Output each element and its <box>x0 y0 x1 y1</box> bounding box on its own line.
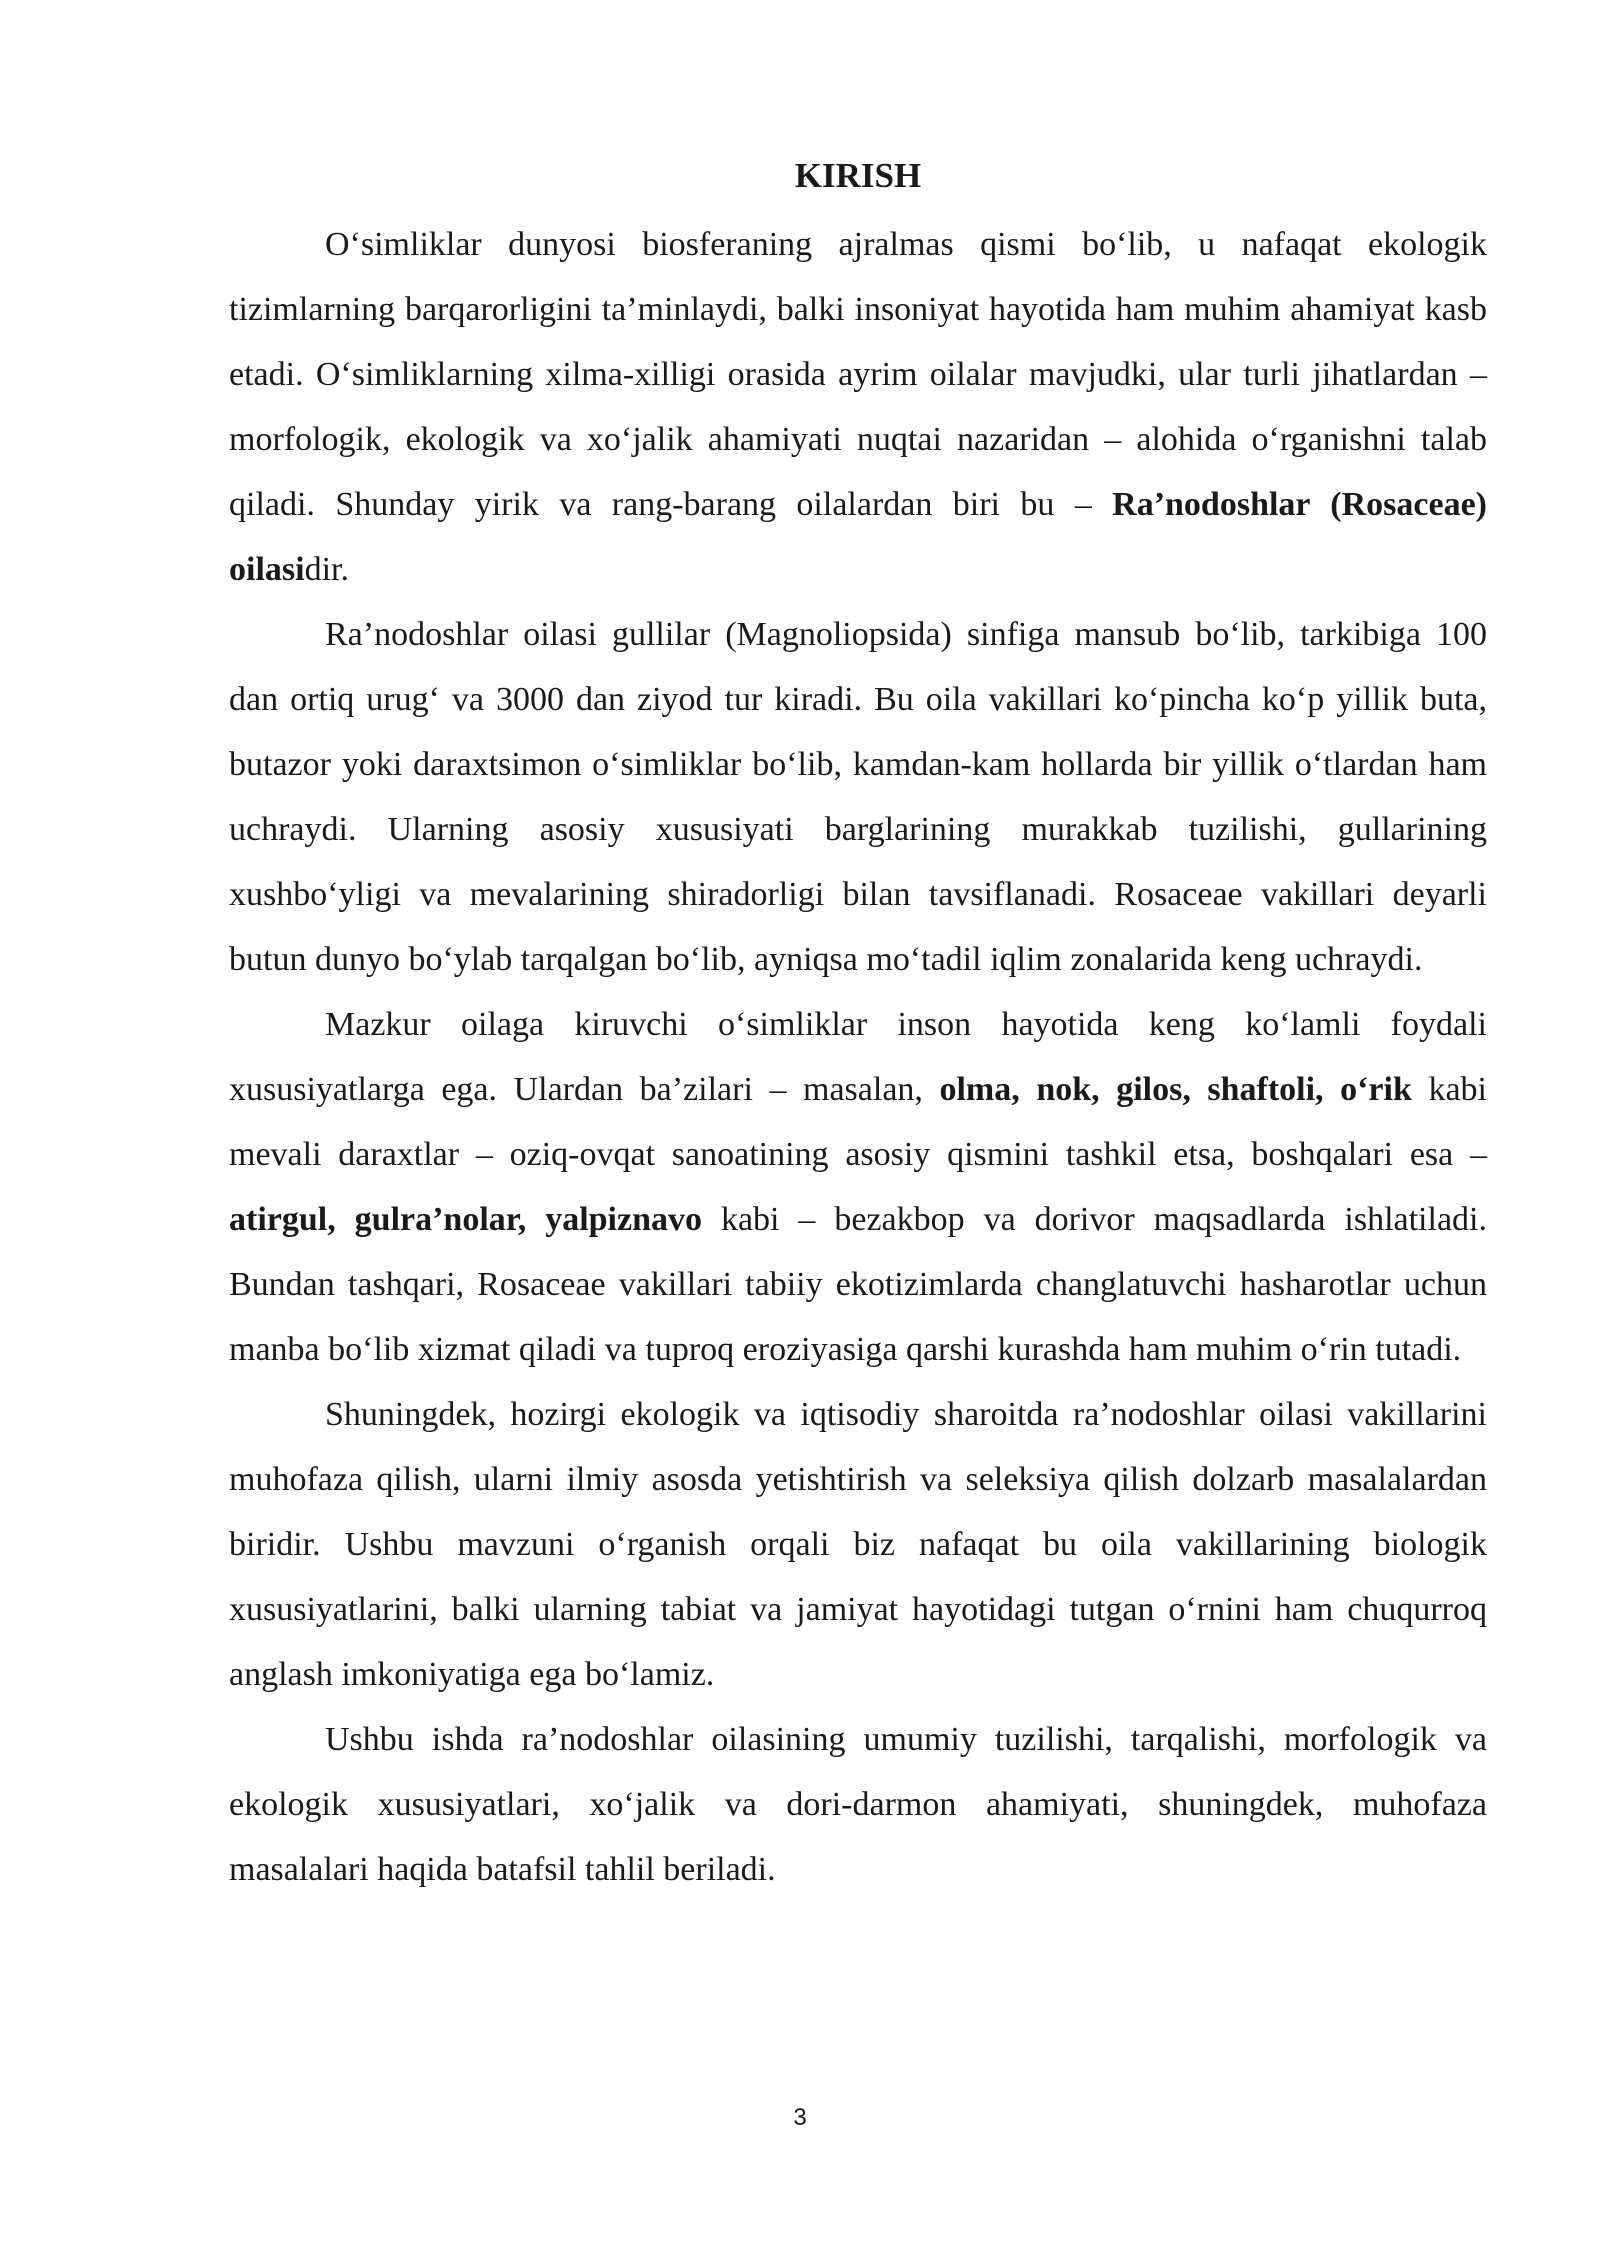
paragraph-3-text: Mazkur oilaga kiruvchi o‘simliklar inson hayotida keng ko‘lamli foydali xususiyatlarga ega. Ulardan ba’zilari – masalan, <box>229 1006 1487 1108</box>
paragraph-1 <box>229 212 1487 602</box>
paragraph-1-suffix: dir. <box>304 551 349 588</box>
paragraph-3-bold-ornamentals: atirgul, gulra’nolar, yalpiznavo <box>229 1201 702 1238</box>
paragraph-4 <box>229 1382 1487 1707</box>
paragraph-5 <box>229 1707 1487 1902</box>
paragraph-5-text: Ushbu ishda ra’nodoshlar oilasining umumiy tuzilishi, tarqalishi, morfologik va ekologik xususiyatlari, xo‘jalik va dori-darmon ahamiyati, shuningdek, muhofaza masalalari haqida batafsil tahlil beriladi. <box>229 1721 1487 1888</box>
page-content <box>229 146 1487 1902</box>
page-title: KIRISH <box>794 156 922 195</box>
paragraph-3-text-end: kabi – bezakbop va dorivor maqsadlarda ishlatiladi. Bundan tashqari, Rosaceae vakillari tabiiy ekotizimlarda changlatuvchi hasharotlar uchun manba bo‘lib xizmat qiladi va tuproq eroziyasiga qarshi kurashda ham muhim o‘rin tutadi. <box>229 1201 1487 1368</box>
page-number: 3 <box>793 2104 807 2131</box>
paragraph-1-text: O‘simliklar dunyosi biosferaning ajralmas qismi bo‘lib, u nafaqat ekologik tizimlarning barqarorligini ta’minlaydi, balki insoniyat hayotida ham muhim ahamiyat kasb etadi. O‘simliklarning xilma-xilligi orasida ayrim oilalar mavjudki, ular turli jihatlardan – morfologik, ekologik va xo‘jalik ahamiyati nuqtai nazaridan – alohida o‘rganishni talab qiladi. Shunday yirik va rang-barang oilalardan biri bu – <box>229 226 1487 523</box>
paragraph-1-bold-term: Ra’nodoshlar (Rosaceae) oilasi <box>229 486 1487 588</box>
paragraph-2-text: Ra’nodoshlar oilasi gullilar (Magnoliopsida) sinfiga mansub bo‘lib, tarkibiga 100 dan ortiq urug‘ va 3000 dan ziyod tur kiradi. Bu oila vakillari ko‘pincha ko‘p yillik buta, butazor yoki daraxtsimon o‘simliklar bo‘lib, kamdan-kam hollarda bir yillik o‘tlardan ham uchraydi. Ularning asosiy xususiyati barglarining murakkab tuzilishi, gullarining xushbo‘yligi va mevalarining shiradorligi bilan tavsiflanadi. Rosaceae vakillari deyarli butun dunyo bo‘ylab tarqalgan bo‘lib, ayniqsa mo‘tadil iqlim zonalarida keng uchraydi. <box>229 616 1487 978</box>
paragraph-4-text: Shuningdek, hozirgi ekologik va iqtisodiy sharoitda ra’nodoshlar oilasi vakillarini muhofaza qilish, ularni ilmiy asosda yetishtirish va seleksiya qilish dolzarb masalalardan biridir. Ushbu mavzuni o‘rganish orqali biz nafaqat bu oila vakillarining biologik xususiyatlarini, balki ularning tabiat va jamiyat hayotidagi tutgan o‘rnini ham chuqurroq anglash imkoniyatiga ega bo‘lamiz. <box>229 1396 1487 1693</box>
paragraph-3 <box>229 992 1487 1382</box>
paragraph-3-bold-fruits: olma, nok, gilos, shaftoli, o‘rik <box>939 1071 1412 1108</box>
paragraph-2 <box>229 602 1487 992</box>
paragraph-3-text-middle: kabi mevali daraxtlar – oziq-ovqat sanoatining asosiy qismini tashkil etsa, boshqalari esa – <box>229 1071 1487 1173</box>
